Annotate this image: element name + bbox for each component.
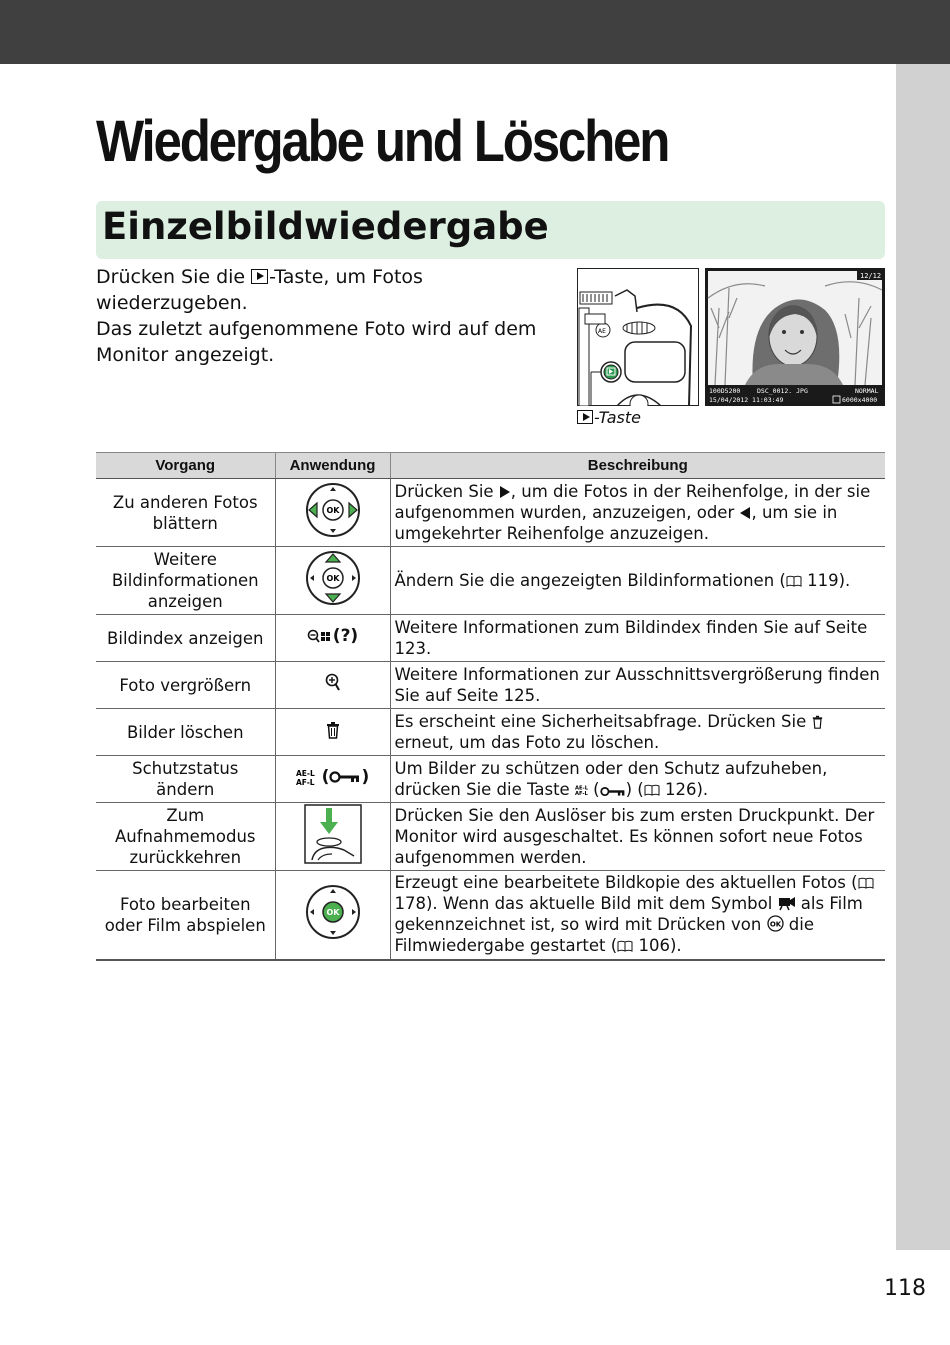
desc-text: 119).	[801, 570, 851, 590]
zoom-in-icon	[325, 673, 341, 693]
operations-table	[96, 452, 885, 961]
help-symbol: (?)	[332, 626, 359, 647]
desc-text: als Film gekennzeichnet ist, so wird mit Drücken von	[394, 894, 863, 935]
table-row	[96, 756, 885, 803]
section-band	[96, 201, 885, 259]
caption-text: -Taste	[594, 408, 641, 427]
trash-icon	[812, 715, 823, 729]
key-protect-icon	[329, 771, 361, 783]
svg-text:OK: OK	[326, 506, 339, 515]
figure-caption	[577, 408, 641, 427]
row-beschreibung	[390, 709, 885, 756]
multi-selector-left-right-icon	[305, 482, 361, 538]
svg-text:AE-L: AE-L	[295, 769, 315, 779]
table-row	[96, 615, 885, 662]
intro-text-4: Monitor angezeigt.	[96, 344, 275, 366]
row-anwendung: AE-L AF-L ( )	[275, 756, 390, 803]
row-vorgang: Zu anderen Fotos blättern	[96, 479, 275, 547]
screen-quality: NORMAL	[855, 387, 879, 395]
desc-text: Erzeugt eine bearbeitete Bildkopie des aktuellen Fotos (	[394, 873, 858, 893]
header-vorgang: Vorgang	[96, 453, 275, 479]
row-beschreibung	[390, 479, 885, 547]
multi-selector-up-down-icon	[305, 550, 361, 606]
key-protect-icon	[600, 786, 626, 797]
table-row	[96, 871, 885, 960]
screen-file: DSC_0012. JPG	[757, 387, 808, 395]
thumbnail-zoom-out-icon	[307, 629, 333, 645]
header-bar	[0, 0, 950, 64]
row-anwendung	[275, 709, 390, 756]
table-row	[96, 547, 885, 615]
intro-text-1: Drücken Sie die	[96, 266, 252, 288]
svg-text:OK: OK	[326, 908, 339, 918]
left-arrow-icon	[739, 506, 751, 520]
shutter-release-icon	[304, 804, 362, 864]
book-reference-icon	[617, 940, 633, 953]
chapter-title: Wiedergabe und Löschen	[96, 109, 669, 174]
screen-counter: 12/12	[860, 272, 882, 280]
row-beschreibung: Drücken Sie den Auslöser bis zum ersten Druckpunkt. Der Monitor wird ausgeschaltet. Es können sofort neue Fotos aufgenommen werden.	[390, 803, 885, 871]
desc-text: Es erscheint eine Sicherheitsabfrage. Drücken Sie	[394, 711, 812, 731]
table-row	[96, 662, 885, 709]
playback-icon	[251, 269, 268, 284]
book-reference-icon	[786, 575, 802, 588]
camera-back-illustration	[577, 268, 699, 406]
intro-text-3: Das zuletzt aufgenommene Foto wird auf dem	[96, 318, 537, 340]
row-vorgang: Zum Aufnahmemodus zurückkehren	[96, 803, 275, 871]
table-row	[96, 479, 885, 547]
desc-text: 178). Wenn das aktuelle Bild mit dem Symbol	[394, 894, 778, 914]
section-title: Einzelbildwiedergabe	[102, 205, 549, 248]
row-beschreibung	[390, 547, 885, 615]
desc-text: ) (	[625, 779, 644, 799]
table-header-row	[96, 453, 885, 479]
row-vorgang: Bilder löschen	[96, 709, 275, 756]
svg-text:AE-L: AE-L	[574, 784, 588, 791]
row-anwendung	[275, 662, 390, 709]
header-anwendung: Anwendung	[275, 453, 390, 479]
screen-datetime: 15/04/2012 11:03:49	[709, 396, 784, 404]
ok-icon	[767, 915, 784, 932]
svg-text:AE: AE	[598, 328, 606, 335]
chapter-thumb-tab	[896, 64, 950, 1250]
ae-l-af-l-icon	[296, 768, 316, 786]
svg-text:OK: OK	[326, 574, 339, 583]
row-anwendung	[275, 479, 390, 547]
row-anwendung	[275, 547, 390, 615]
desc-text: 106).	[633, 936, 682, 956]
desc-text: Drücken Sie	[394, 481, 499, 501]
row-vorgang: Weitere Bildinformationen anzeigen	[96, 547, 275, 615]
desc-text: , um sie in umgekehrter Reihenfolge anzuzeigen.	[394, 502, 838, 543]
screen-size: 6000x4000	[842, 396, 878, 404]
intro-paragraph	[96, 264, 566, 368]
svg-text:AF-L: AF-L	[574, 790, 588, 797]
row-anwendung	[275, 803, 390, 871]
desc-text: 126).	[659, 779, 709, 799]
book-reference-icon	[644, 784, 660, 797]
desc-text: (	[587, 779, 600, 799]
trash-icon	[326, 721, 340, 739]
svg-text:AF-L: AF-L	[295, 778, 315, 787]
ok-button-icon	[305, 884, 361, 940]
row-beschreibung: Weitere Informationen zur Ausschnittsvergrößerung finden Sie auf Seite 125.	[390, 662, 885, 709]
row-vorgang: Foto bearbeiten oder Film abspielen	[96, 871, 275, 960]
monitor-photo-illustration	[705, 268, 885, 406]
row-beschreibung	[390, 756, 885, 803]
movie-camera-icon	[778, 896, 796, 911]
row-vorgang: Schutzstatus ändern	[96, 756, 275, 803]
row-vorgang: Bildindex anzeigen	[96, 615, 275, 662]
book-reference-icon	[858, 877, 874, 890]
ae-l-af-l-icon	[575, 783, 588, 797]
desc-text: , um die Fotos in der Reihenfolge, in der sie aufgenommen wurden, anzuzeigen, oder	[394, 481, 871, 522]
header-beschreibung: Beschreibung	[390, 453, 885, 479]
intro-text-2: -Taste, um Fotos wiederzugeben.	[96, 266, 423, 314]
desc-text: erneut, um das Foto zu löschen.	[394, 732, 660, 752]
desc-text: Ändern Sie die angezeigten Bildinformationen (	[394, 570, 786, 590]
row-anwendung	[275, 615, 390, 662]
screen-folder: 100D5200	[709, 387, 741, 395]
row-anwendung	[275, 871, 390, 960]
playback-icon	[577, 410, 593, 424]
page-number: 118	[884, 1276, 926, 1301]
table-row	[96, 709, 885, 756]
row-vorgang: Foto vergrößern	[96, 662, 275, 709]
desc-text: Um Bilder zu schützen oder den Schutz aufzuheben, drücken Sie die Taste	[394, 758, 828, 799]
svg-text:OK: OK	[769, 920, 781, 929]
row-beschreibung: Weitere Informationen zum Bildindex finden Sie auf Seite 123.	[390, 615, 885, 662]
row-beschreibung	[390, 871, 885, 960]
right-arrow-icon	[499, 485, 511, 499]
desc-text: die Filmwiedergabe gestartet (	[394, 915, 815, 956]
table-row	[96, 803, 885, 871]
